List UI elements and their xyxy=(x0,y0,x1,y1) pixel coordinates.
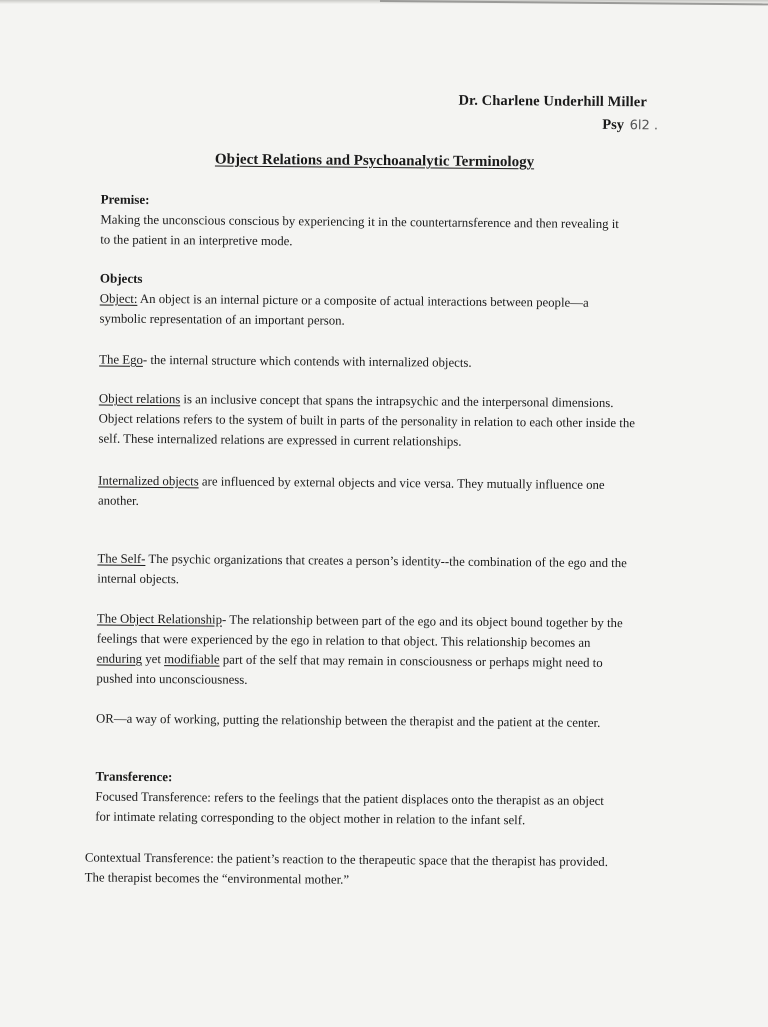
contextual-transference: Contextual Transference: the patient’s reaction to the therapeutic space that the therapist has provided. The therapist becomes the “environmental mother.” xyxy=(84,850,609,887)
object-relations-term: Object relations xyxy=(98,391,181,407)
object-relations-text: is an inclusive concept that spans the intrapsychic and the interpersonal dimensions. Object relations refers to the system of built in parts of the personality in relation to each other inside the self. These internalized relations are expressed in current relationships. xyxy=(98,392,636,449)
object-relationship-term: The Object Relationship xyxy=(96,611,223,627)
object-term: Object: xyxy=(99,291,138,306)
internalized-objects-text: are influenced by external objects and vice versa. They mutually influence one another. xyxy=(97,474,605,508)
object-relationship-definition xyxy=(96,609,627,694)
self-term: The Self- xyxy=(97,551,146,566)
course-label: Psy xyxy=(602,116,625,134)
premise-heading: Premise: xyxy=(100,191,150,207)
document-title: Object Relations and Psychoanalytic Terminology xyxy=(214,151,535,171)
object-relations-definition xyxy=(98,389,641,454)
course-code: 6l2 . xyxy=(629,118,659,134)
objects-heading: Objects xyxy=(99,270,143,286)
or-note-text: OR—a way of working, putting the relationship between the therapist and the patient at the center. xyxy=(96,711,601,730)
internalized-objects-definition xyxy=(98,471,628,516)
objects-section xyxy=(99,269,640,334)
object-definition xyxy=(99,289,634,334)
ego-definition xyxy=(99,350,639,375)
object-relationship-text-a: - The relationship between part of the ego and its object bound together by the feelings that were experienced by the ego in relation to that object. This relationship becomes an xyxy=(96,612,623,650)
or-note xyxy=(96,709,606,733)
contextual-transference-section xyxy=(85,847,620,892)
premise-text: Making the unconscious conscious by experiencing it in the countertarnsference and then revealing it to the patient in an interpretive mode. xyxy=(100,212,619,249)
object-text: An object is an internal picture or a composite of actual interactions between people—a symbolic representation of an important person. xyxy=(99,291,589,328)
transference-heading: Transference: xyxy=(95,768,173,785)
internalized-objects-term: Internalized objects xyxy=(98,473,199,489)
self-definition xyxy=(97,549,627,594)
modifiable-word: modifiable xyxy=(164,652,220,667)
course-line xyxy=(602,117,658,134)
focused-transference: Focused Transference: refers to the feelings that the patient displaces onto the therapist as an object for intimate relating corresponding to the object mother in relation to the infant self. xyxy=(95,789,604,828)
self-text: The psychic organizations that creates a person’s identity--the combination of the ego and the internal objects. xyxy=(97,551,627,587)
object-relationship-text-c: part of the self that may remain in consciousness or perhaps might need to pushed into unconsciousness. xyxy=(96,652,603,687)
transference-section xyxy=(95,767,621,832)
object-relationship-text-b: yet xyxy=(142,651,165,667)
enduring-word: enduring xyxy=(96,651,143,666)
author-name: Dr. Charlene Underhill Miller xyxy=(458,92,647,111)
premise-section xyxy=(100,190,641,255)
ego-term: The Ego xyxy=(99,352,143,367)
ego-text: - the internal structure which contends with internalized objects. xyxy=(142,352,472,370)
